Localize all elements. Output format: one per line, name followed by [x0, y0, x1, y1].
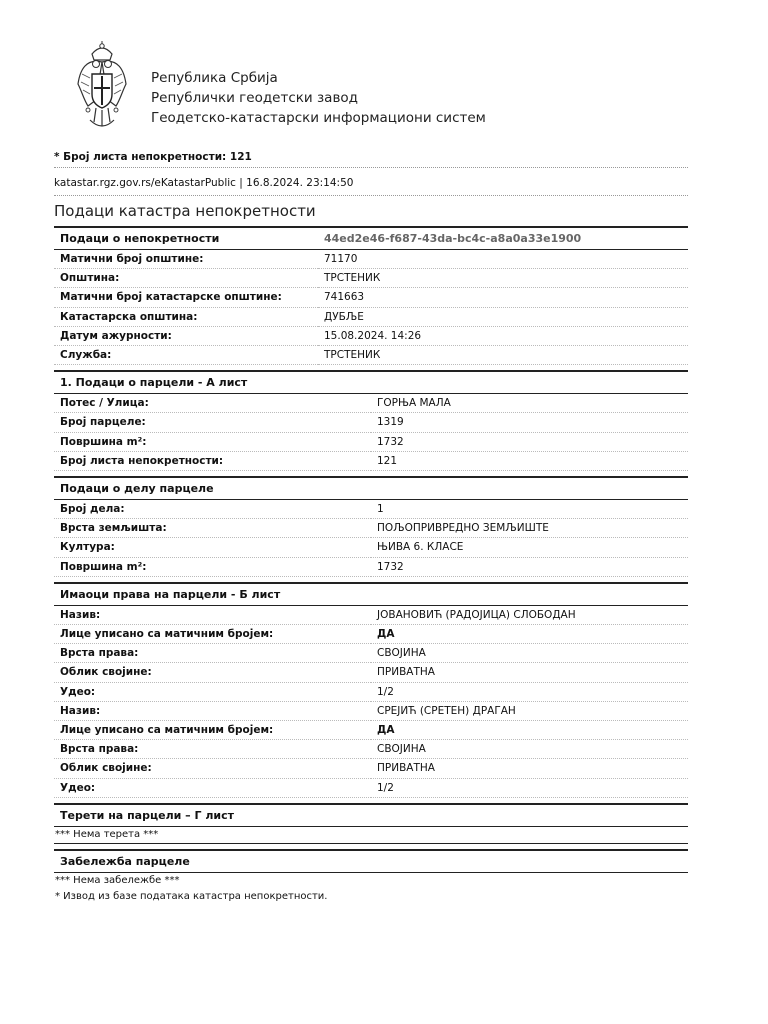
org-line-1: Република Србија [151, 70, 278, 86]
row-label: Облик својине: [54, 663, 371, 682]
row-label: Облик својине: [54, 759, 371, 778]
table-row [54, 663, 688, 682]
row-value: ТРСТЕНИК [318, 269, 688, 288]
row-value: ЊИВА 6. КЛАСЕ [371, 538, 688, 557]
row-value: 1732 [371, 432, 688, 451]
table-row [54, 432, 688, 451]
table-row [54, 625, 688, 644]
section-title: Имаоци права на парцели - Б лист [54, 583, 688, 606]
section-title: Подаци о делу парцеле [54, 477, 688, 500]
row-label: Врста права: [54, 740, 371, 759]
table-row [54, 721, 688, 740]
table-row [54, 250, 688, 269]
section-header [54, 850, 688, 873]
table-row [54, 644, 688, 663]
document-header [76, 40, 676, 140]
row-value: 1319 [371, 413, 688, 432]
row-value: ДА [371, 721, 688, 740]
row-value: 15.08.2024. 14:26 [318, 326, 688, 345]
table-row [54, 701, 688, 720]
row-value: СВОЈИНА [371, 740, 688, 759]
table-row [54, 326, 688, 345]
row-value: ГОРЊА МАЛА [371, 394, 688, 413]
row-label: Број парцеле: [54, 413, 371, 432]
no-remarks-note: *** Нема забележбе *** [55, 874, 180, 886]
row-value: 1 [371, 500, 688, 519]
row-value: СВОЈИНА [371, 644, 688, 663]
row-value: 1732 [371, 557, 688, 576]
organization-name [151, 68, 486, 128]
cadastre-tables [54, 226, 688, 905]
row-value: ПОЉОПРИВРЕДНО ЗЕМЉИШТЕ [371, 519, 688, 538]
section-header [54, 804, 688, 827]
property-list-number: * Број листа непокретности: 121 [54, 151, 688, 168]
row-label: Број дела: [54, 500, 371, 519]
row-label: Матични број општине: [54, 250, 318, 269]
row-label: Лице уписано са матичним бројем: [54, 721, 371, 740]
table-row [54, 605, 688, 624]
table-row [54, 451, 688, 470]
parcel-section [54, 370, 688, 471]
table-row [54, 394, 688, 413]
table-row [54, 346, 688, 365]
section-header [54, 227, 688, 250]
row-label: Назив: [54, 701, 371, 720]
org-line-2: Републички геодетски завод [151, 90, 358, 106]
table-row [54, 682, 688, 701]
footer-note: * Извод из базе података катастра непокретности. [55, 890, 328, 902]
row-value: 1/2 [371, 778, 688, 797]
row-value: СРЕЈИЋ (СРЕТЕН) ДРАГАН [371, 701, 688, 720]
row-label: Број листа непокретности: [54, 451, 371, 470]
row-value: ДА [371, 625, 688, 644]
table-row [54, 307, 688, 326]
row-value: ПРИВАТНА [371, 663, 688, 682]
table-row [54, 519, 688, 538]
source-timestamp: katastar.rgz.gov.rs/eKatastarPublic | 16.8.2024. 23:14:50 [54, 177, 688, 196]
document-title: Подаци катастра непокретности [54, 202, 316, 220]
parcel-part-section [54, 476, 688, 577]
row-label: Врста земљишта: [54, 519, 371, 538]
row-value: 741663 [318, 288, 688, 307]
row-label: Матични број катастарске општине: [54, 288, 318, 307]
table-row [54, 759, 688, 778]
row-value: 71170 [318, 250, 688, 269]
no-burdens-note: *** Нема терета *** [54, 827, 688, 844]
org-line-3: Геодетско-катастарски информациони систем [151, 110, 486, 126]
row-value: ПРИВАТНА [371, 759, 688, 778]
section-header [54, 583, 688, 606]
table-row [54, 269, 688, 288]
section-title: 1. Подаци о парцели - А лист [54, 371, 688, 394]
table-row [54, 500, 688, 519]
row-label: Удео: [54, 682, 371, 701]
section-header [54, 371, 688, 394]
row-label: Општина: [54, 269, 318, 288]
row-label: Површина m²: [54, 432, 371, 451]
row-label: Потес / Улица: [54, 394, 371, 413]
burdens-section [54, 803, 688, 827]
remarks-section [54, 849, 688, 873]
row-label: Удео: [54, 778, 371, 797]
row-label: Служба: [54, 346, 318, 365]
table-row [54, 740, 688, 759]
row-label: Лице уписано са матичним бројем: [54, 625, 371, 644]
row-value: 1/2 [371, 682, 688, 701]
row-label: Врста права: [54, 644, 371, 663]
serbian-coat-of-arms-icon [76, 40, 128, 136]
property-section [54, 226, 688, 365]
row-value: ЈОВАНОВИЋ (РАДОЈИЦА) СЛОБОДАН [371, 605, 688, 624]
table-row [54, 557, 688, 576]
row-value: ДУБЉЕ [318, 307, 688, 326]
row-label: Катастарска општина: [54, 307, 318, 326]
row-label: Површина m²: [54, 557, 371, 576]
row-value: ТРСТЕНИК [318, 346, 688, 365]
row-label: Култура: [54, 538, 371, 557]
property-id: 44ed2e46-f687-43da-bc4c-a8a0a33e1900 [318, 227, 688, 250]
section-header [54, 477, 688, 500]
table-row [54, 413, 688, 432]
owners-section [54, 582, 688, 798]
row-label: Датум ажурности: [54, 326, 318, 345]
table-row [54, 288, 688, 307]
row-value: 121 [371, 451, 688, 470]
table-row [54, 778, 688, 797]
section-title: Подаци о непокретности [54, 227, 318, 250]
table-row [54, 538, 688, 557]
row-label: Назив: [54, 605, 371, 624]
section-title: Забележба парцеле [54, 850, 688, 873]
section-title: Терети на парцели – Г лист [54, 804, 688, 827]
